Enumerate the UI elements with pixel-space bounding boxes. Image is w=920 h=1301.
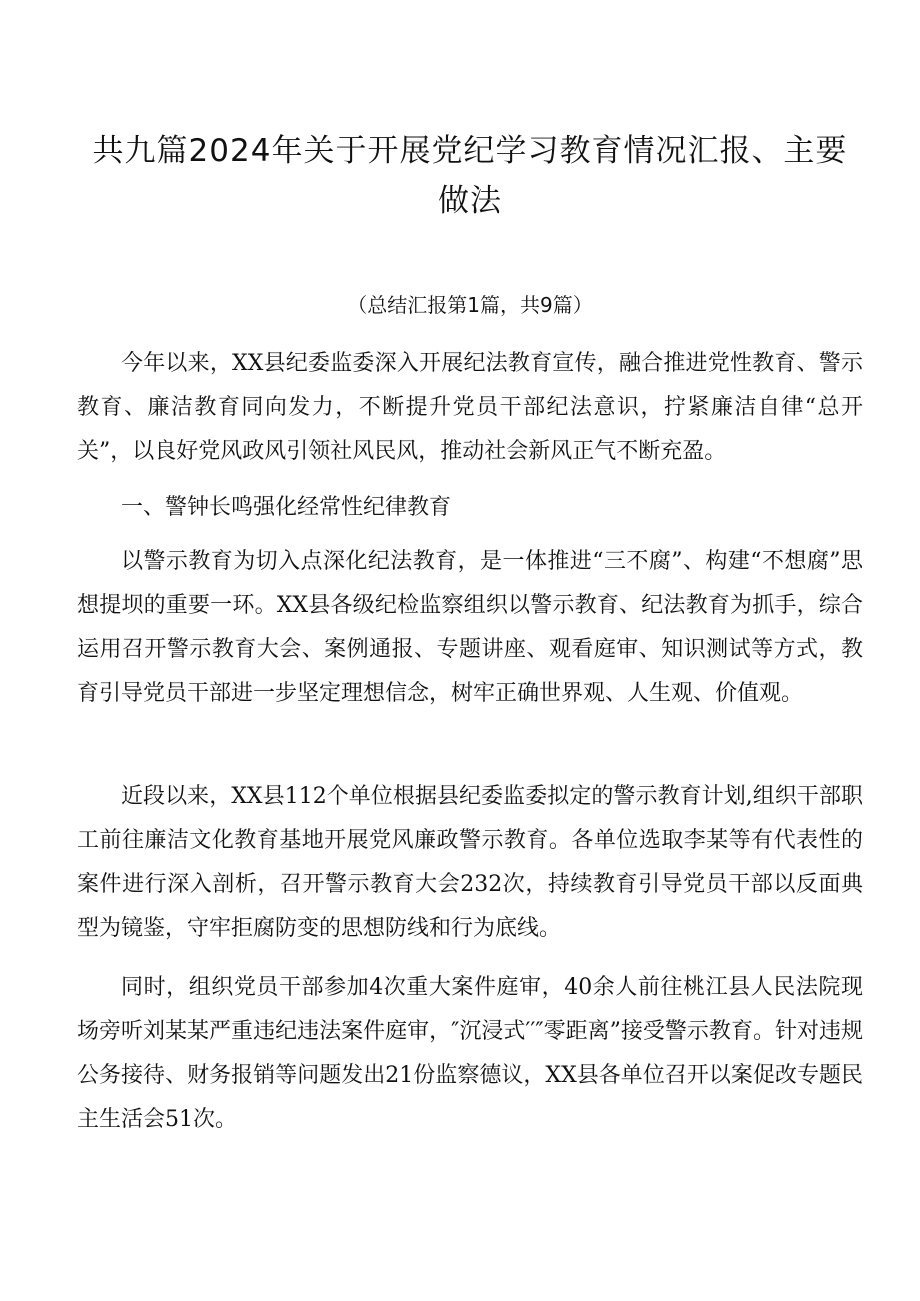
body-paragraph-2: 近段以来，XX县112个单位根据县纪委监委拟定的警示教育计划,组织干部职工前往廉洁文化教育基地开展党风廉政警示教育。各单位选取李某等有代表性的案件进行深入剖析，召开警示教育大会232次，持续教育引导党员干部以反面典型为镜鉴，守牢拒腐防变的思想防线和行为底线。 — [77, 784, 863, 941]
body-paragraph-3: 同时，组织党员干部参加4次重大案件庭审，40余人前往桃江县人民法院现场旁听刘某某严重违纪违法案件庭审，″沉浸式′′″零距离”接受警示教育。针对违规公务接待、财务报销等问题发出21份监察德议，XX县各单位召开以案促改专题民主生活会51次。 — [77, 975, 863, 1132]
intro-paragraph: 今年以来，XX县纪委监委深入开展纪法教育宣传，融合推进党性教育、警示教育、廉洁教育同向发力，不断提升党员干部纪法意识，拧紧廉洁自律“总开关”，以良好党风政风引领社风民风，推动社会新风正气不断充盈。 — [77, 351, 863, 464]
body-paragraph-1: 以警示教育为切入点深化纪法教育，是一体推进“三不腐”、构建“不想腐”思想提坝的重要一环。XX县各级纪检监察组织以警示教育、纪法教育为抓手，综合运用召开警示教育大会、案例通报、专题讲座、观看庭审、知识测试等方式，教育引导党员干部进一步坚定理想信念，树牢正确世界观、人生观、价值观。 — [77, 549, 863, 706]
section-heading-1: 一、警钟长鸣强化经常性纪律教育 — [121, 495, 452, 520]
document-subtitle: （总结汇报第1篇，共9篇） — [347, 293, 593, 317]
document-title: 共九篇2024年关于开展党纪学习教育情况汇报、主要做法 — [92, 133, 848, 219]
